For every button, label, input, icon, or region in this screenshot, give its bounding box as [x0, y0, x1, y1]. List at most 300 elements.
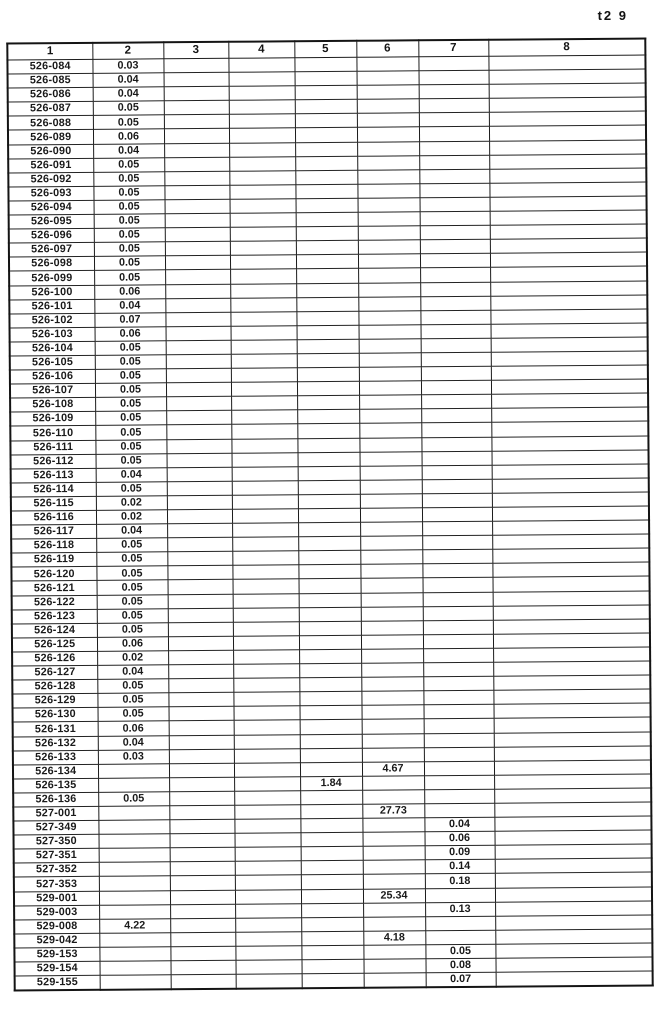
row-id-cell: 526-122 [12, 595, 97, 610]
value-cell: 0.05 [97, 594, 168, 609]
value-cell: 0.06 [94, 284, 165, 299]
row-id-cell: 526-104 [10, 341, 95, 356]
value-cell [357, 184, 419, 199]
value-cell [296, 297, 358, 312]
row-id-cell: 527-351 [14, 849, 99, 864]
value-cell [170, 862, 235, 877]
value-cell: 0.05 [96, 538, 167, 553]
value-cell [233, 636, 299, 651]
value-cell [234, 791, 300, 806]
value-cell [168, 692, 233, 707]
value-cell [98, 806, 169, 821]
value-cell: 0.05 [93, 115, 164, 130]
value-cell: 0.05 [95, 369, 166, 384]
value-cell [489, 154, 646, 169]
value-cell [491, 351, 648, 366]
value-cell [233, 593, 299, 608]
value-cell [165, 256, 230, 271]
value-cell [300, 790, 362, 805]
row-id-cell: 526-098 [9, 257, 94, 272]
value-cell [230, 227, 296, 242]
value-cell [362, 832, 424, 847]
value-cell [423, 705, 493, 720]
value-cell [167, 566, 232, 581]
value-cell [489, 168, 646, 183]
value-cell: 0.05 [95, 397, 166, 412]
value-cell [492, 450, 649, 465]
row-id-cell: 526-111 [10, 440, 95, 455]
value-cell [494, 774, 651, 789]
row-id-cell: 526-102 [9, 313, 94, 328]
value-cell [166, 397, 231, 412]
row-id-cell: 529-154 [15, 961, 100, 976]
row-id-cell: 529-003 [14, 905, 99, 920]
value-cell [363, 959, 425, 974]
value-cell: 0.05 [97, 608, 168, 623]
row-id-cell: 526-118 [11, 539, 96, 554]
row-id-cell: 526-121 [12, 581, 97, 596]
value-cell [490, 224, 647, 239]
value-cell [359, 367, 421, 382]
value-cell [163, 58, 228, 73]
value-cell [362, 776, 424, 791]
value-cell [169, 777, 234, 792]
value-cell: 0.05 [95, 355, 166, 370]
value-cell [419, 169, 489, 184]
value-cell [421, 409, 491, 424]
value-cell: 0.04 [93, 143, 164, 158]
value-cell [489, 182, 646, 197]
value-cell [229, 171, 295, 186]
value-cell [297, 424, 359, 439]
value-cell [495, 858, 652, 873]
value-cell [296, 226, 358, 241]
value-cell [232, 537, 298, 552]
value-cell [98, 820, 169, 835]
value-cell [235, 946, 301, 961]
value-cell [167, 481, 232, 496]
value-cell [168, 678, 233, 693]
value-cell [420, 268, 490, 283]
row-id-cell: 526-126 [12, 651, 97, 666]
value-cell [357, 113, 419, 128]
value-cell [166, 425, 231, 440]
row-id-cell: 526-094 [9, 200, 94, 215]
value-cell: 0.02 [96, 510, 167, 525]
value-cell [168, 664, 233, 679]
value-cell [98, 778, 169, 793]
value-cell [231, 368, 297, 383]
row-id-cell: 526-131 [13, 722, 98, 737]
value-cell [496, 971, 653, 987]
row-id-cell: 526-106 [10, 369, 95, 384]
value-cell: 0.05 [96, 566, 167, 581]
value-cell: 0.06 [97, 637, 168, 652]
row-id-cell: 526-085 [8, 73, 93, 88]
value-cell [495, 929, 652, 944]
value-cell [422, 493, 492, 508]
row-id-cell: 527-350 [14, 834, 99, 849]
value-cell [299, 579, 361, 594]
value-cell [423, 690, 493, 705]
value-cell [492, 492, 649, 507]
value-cell: 0.04 [93, 87, 164, 102]
value-cell [423, 676, 493, 691]
value-cell [99, 904, 170, 919]
value-cell [230, 297, 296, 312]
value-cell [167, 509, 232, 524]
value-cell [233, 650, 299, 665]
value-cell [360, 480, 422, 495]
value-cell [296, 269, 358, 284]
value-cell [230, 255, 296, 270]
value-cell: 0.05 [94, 270, 165, 285]
value-cell [491, 407, 648, 422]
value-cell: 0.05 [95, 383, 166, 398]
row-id-cell: 526-084 [7, 59, 92, 74]
value-cell: 27.73 [362, 804, 424, 819]
value-cell [168, 622, 233, 637]
row-id-cell: 526-100 [9, 285, 94, 300]
column-header: 6 [356, 40, 418, 57]
row-id-cell: 526-086 [8, 88, 93, 103]
value-cell [298, 508, 360, 523]
value-cell [234, 777, 300, 792]
value-cell [231, 438, 297, 453]
value-cell [423, 634, 493, 649]
row-id-cell: 527-352 [14, 863, 99, 878]
value-cell [296, 198, 358, 213]
value-cell [170, 960, 235, 975]
value-cell [235, 833, 301, 848]
value-cell: 0.05 [98, 792, 169, 807]
row-id-cell: 526-120 [11, 567, 96, 582]
value-cell [419, 84, 489, 99]
value-cell [233, 621, 299, 636]
value-cell [424, 733, 494, 748]
value-cell [297, 396, 359, 411]
value-cell [169, 707, 234, 722]
value-cell [299, 635, 361, 650]
value-cell [228, 58, 294, 73]
value-cell [170, 918, 235, 933]
value-cell: 0.03 [92, 59, 163, 74]
value-cell [297, 381, 359, 396]
value-cell [493, 689, 650, 704]
value-cell [296, 283, 358, 298]
value-cell [230, 213, 296, 228]
value-cell [231, 354, 297, 369]
row-id-cell: 527-349 [13, 820, 98, 835]
value-cell [357, 155, 419, 170]
value-cell [167, 523, 232, 538]
row-id-cell: 526-128 [12, 679, 97, 694]
value-cell: 0.07 [426, 972, 496, 987]
value-cell [360, 508, 422, 523]
value-cell: 0.06 [95, 327, 166, 342]
value-cell [490, 252, 647, 267]
value-cell [359, 325, 421, 340]
value-cell [299, 593, 361, 608]
value-cell [232, 495, 298, 510]
value-cell: 0.04 [96, 524, 167, 539]
value-cell [167, 552, 232, 567]
value-cell [298, 494, 360, 509]
value-cell [235, 875, 301, 890]
value-cell [234, 734, 300, 749]
value-cell [360, 465, 422, 480]
value-cell [360, 550, 422, 565]
row-id-cell: 526-109 [10, 412, 95, 427]
value-cell [229, 142, 295, 157]
value-cell [166, 382, 231, 397]
row-id-cell: 529-042 [14, 933, 99, 948]
value-cell [358, 310, 420, 325]
value-cell [169, 791, 234, 806]
value-cell [301, 945, 363, 960]
value-cell: 0.05 [95, 341, 166, 356]
row-id-cell: 526-112 [11, 454, 96, 469]
row-id-cell: 526-114 [11, 482, 96, 497]
row-id-cell: 526-116 [11, 510, 96, 525]
value-cell [424, 789, 494, 804]
value-cell [99, 834, 170, 849]
value-cell [295, 71, 357, 86]
value-cell [358, 240, 420, 255]
row-id-cell: 529-008 [14, 919, 99, 934]
value-cell [492, 562, 649, 577]
value-cell [491, 365, 648, 380]
value-cell [298, 551, 360, 566]
value-cell [490, 309, 647, 324]
value-cell: 0.05 [95, 425, 166, 440]
value-cell [361, 649, 423, 664]
value-cell [231, 396, 297, 411]
value-cell [295, 156, 357, 171]
column-header: 1 [7, 43, 92, 60]
value-cell [298, 466, 360, 481]
value-cell [361, 663, 423, 678]
value-cell [359, 339, 421, 354]
value-cell [495, 901, 652, 916]
row-id-cell: 526-099 [9, 271, 94, 286]
value-cell [419, 183, 489, 198]
value-cell [424, 775, 494, 790]
value-cell [420, 225, 490, 240]
value-cell [425, 888, 495, 903]
value-cell [230, 311, 296, 326]
value-cell [495, 887, 652, 902]
value-cell [230, 283, 296, 298]
value-cell: 0.05 [97, 679, 168, 694]
value-cell [295, 114, 357, 129]
value-cell [359, 437, 421, 452]
value-cell [231, 326, 297, 341]
value-cell [165, 312, 230, 327]
value-cell [232, 551, 298, 566]
value-cell [359, 353, 421, 368]
value-cell [164, 185, 229, 200]
value-cell [301, 861, 363, 876]
value-cell [300, 720, 362, 735]
value-cell [423, 578, 493, 593]
value-cell [491, 379, 648, 394]
value-cell [232, 509, 298, 524]
value-cell [358, 226, 420, 241]
value-cell [229, 72, 295, 87]
value-cell [419, 155, 489, 170]
value-cell [363, 846, 425, 861]
value-cell [299, 663, 361, 678]
value-cell [166, 368, 231, 383]
value-cell [356, 57, 418, 72]
row-id-cell: 526-130 [13, 708, 98, 723]
value-cell [421, 324, 491, 339]
page-number-label: t2 9 [597, 8, 628, 23]
value-cell [98, 763, 169, 778]
value-cell [489, 140, 646, 155]
value-cell [493, 703, 650, 718]
value-cell [490, 266, 647, 281]
value-cell [490, 210, 647, 225]
row-id-cell: 529-001 [14, 891, 99, 906]
value-cell [358, 282, 420, 297]
value-cell: 0.18 [425, 874, 495, 889]
value-cell [494, 816, 651, 831]
value-cell [493, 605, 650, 620]
value-cell: 0.02 [96, 496, 167, 511]
value-cell: 1.84 [300, 776, 362, 791]
value-cell [298, 480, 360, 495]
value-cell [235, 861, 301, 876]
data-table-container [6, 38, 651, 992]
value-cell [302, 973, 364, 988]
value-cell: 0.09 [425, 845, 495, 860]
value-cell [164, 171, 229, 186]
value-cell [99, 890, 170, 905]
value-cell: 0.04 [96, 467, 167, 482]
value-cell [425, 930, 495, 945]
value-cell [229, 156, 295, 171]
value-cell [421, 352, 491, 367]
row-id-cell: 529-155 [15, 975, 100, 990]
value-cell [491, 436, 648, 451]
value-cell: 0.05 [96, 482, 167, 497]
value-cell [99, 848, 170, 863]
value-cell [295, 170, 357, 185]
value-cell [419, 99, 489, 114]
value-cell [422, 564, 492, 579]
value-cell [423, 606, 493, 621]
value-cell [361, 592, 423, 607]
value-cell [492, 548, 649, 563]
row-id-cell: 526-091 [8, 158, 93, 173]
value-cell: 0.04 [94, 298, 165, 313]
value-cell [234, 762, 300, 777]
value-cell [233, 579, 299, 594]
value-cell [231, 410, 297, 425]
value-cell: 0.05 [94, 200, 165, 215]
row-id-cell: 526-133 [13, 750, 98, 765]
value-cell [165, 284, 230, 299]
value-cell [422, 507, 492, 522]
value-cell [299, 621, 361, 636]
value-cell [495, 957, 652, 972]
value-cell [419, 113, 489, 128]
row-id-cell: 526-108 [10, 398, 95, 413]
row-id-cell: 526-092 [8, 172, 93, 187]
value-cell [489, 83, 646, 98]
row-id-cell: 526-093 [8, 186, 93, 201]
value-cell [358, 212, 420, 227]
row-id-cell: 526-136 [13, 792, 98, 807]
value-cell [235, 960, 301, 975]
value-cell [358, 198, 420, 213]
column-header: 3 [163, 42, 228, 59]
row-id-cell: 527-353 [14, 877, 99, 892]
value-cell [492, 534, 649, 549]
row-id-cell: 526-125 [12, 637, 97, 652]
value-cell [300, 818, 362, 833]
row-id-cell: 526-087 [8, 102, 93, 117]
value-cell: 0.02 [97, 651, 168, 666]
value-cell: 0.05 [96, 453, 167, 468]
value-cell [166, 340, 231, 355]
value-cell [363, 860, 425, 875]
value-cell [358, 296, 420, 311]
value-cell [419, 70, 489, 85]
value-cell [166, 439, 231, 454]
value-cell [359, 423, 421, 438]
value-cell [99, 933, 170, 948]
value-cell [422, 535, 492, 550]
value-cell [493, 591, 650, 606]
value-cell [165, 298, 230, 313]
value-cell [301, 846, 363, 861]
value-cell [165, 241, 230, 256]
value-cell [295, 184, 357, 199]
value-cell [234, 720, 300, 735]
value-cell [489, 69, 646, 84]
value-cell [295, 128, 357, 143]
value-cell: 0.05 [95, 411, 166, 426]
value-cell [230, 199, 296, 214]
value-cell [360, 536, 422, 551]
value-cell [358, 254, 420, 269]
value-cell [233, 664, 299, 679]
value-cell [169, 749, 234, 764]
value-cell: 0.06 [424, 831, 494, 846]
value-cell [301, 959, 363, 974]
value-cell [234, 706, 300, 721]
value-cell [424, 803, 494, 818]
value-cell [495, 844, 652, 859]
value-cell: 0.05 [97, 623, 168, 638]
value-cell [295, 85, 357, 100]
value-cell [167, 537, 232, 552]
value-cell [168, 580, 233, 595]
value-cell [423, 662, 493, 677]
value-cell [360, 564, 422, 579]
value-cell [99, 947, 170, 962]
value-cell [301, 889, 363, 904]
column-header: 2 [92, 42, 163, 59]
value-cell [362, 705, 424, 720]
value-cell [359, 409, 421, 424]
value-cell [100, 975, 171, 990]
value-cell [233, 607, 299, 622]
value-cell [491, 393, 648, 408]
